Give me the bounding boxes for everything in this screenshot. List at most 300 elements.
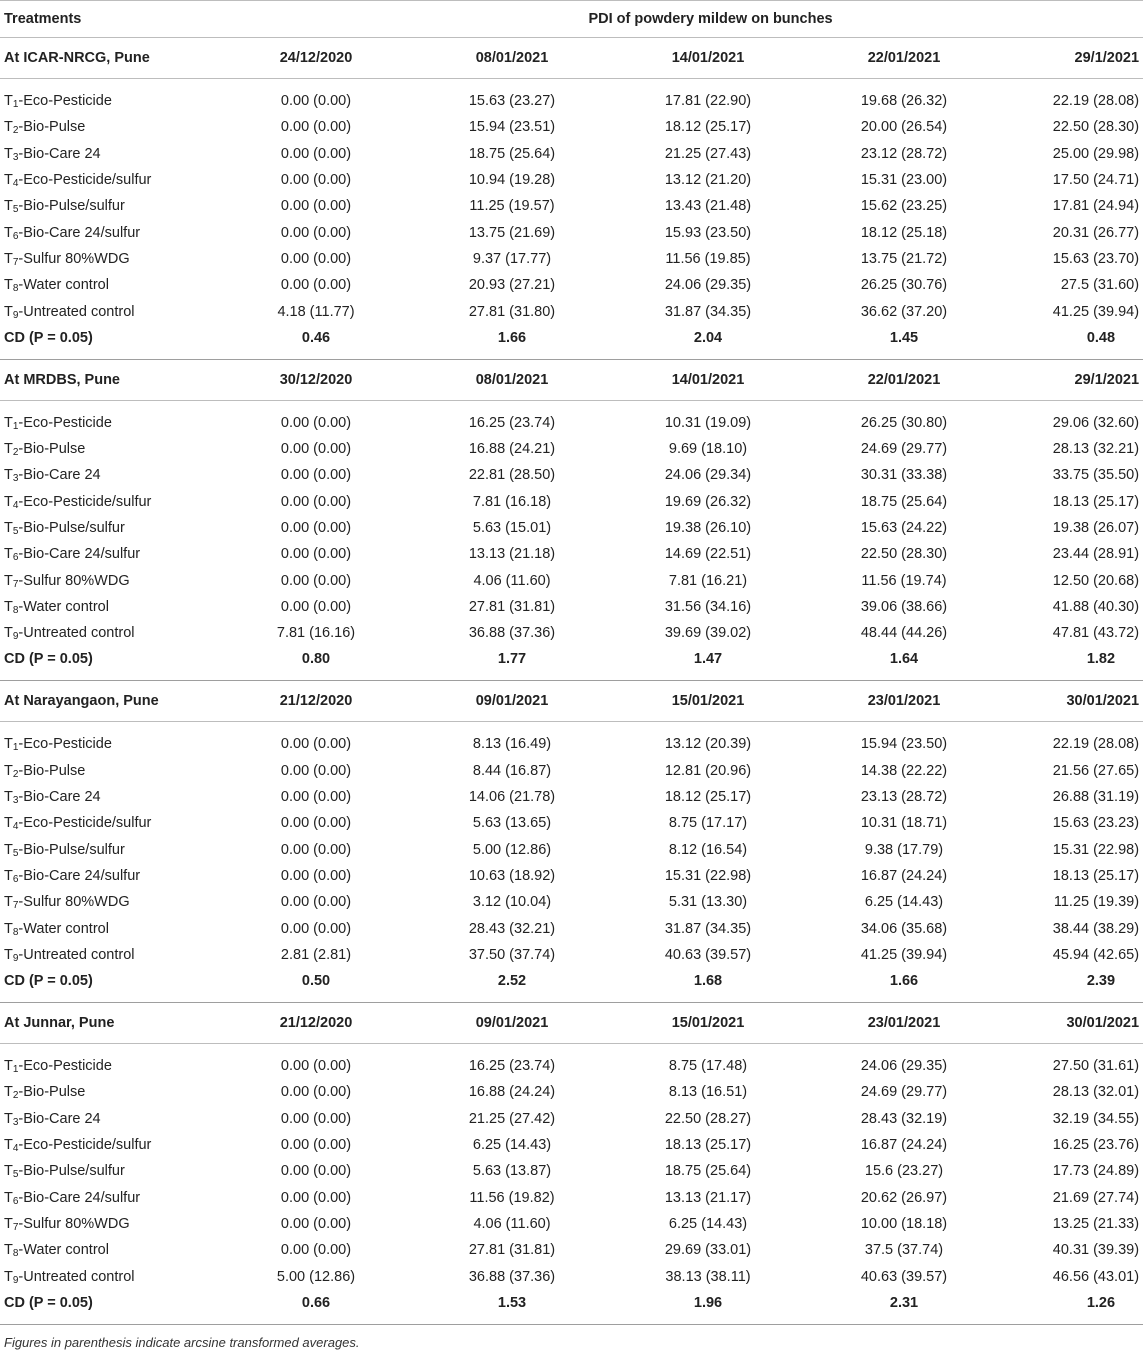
date-header: 22/01/2021 [806,38,1002,79]
pdi-value-cell: 0.00 (0.00) [280,789,352,806]
pdi-value-cell: 25.00 (29.98) [1052,145,1140,162]
pdi-value-cell: 41.25 (39.94) [860,946,948,963]
treatment-subscript: 7 [12,578,19,590]
pdi-value-cell: 0.00 (0.00) [280,93,352,110]
pdi-value-cell: 0.00 (0.00) [280,1137,352,1154]
pdi-value-cell: 21.25 (27.42) [468,1110,556,1127]
location-header-row [0,359,1143,400]
pdi-value-cell: 0.00 (0.00) [280,546,352,563]
treatment-prefix: T [4,520,13,536]
table-row [0,541,1143,567]
spacer-cell [610,79,806,89]
treatment-prefix: T [4,625,13,642]
treatment-prefix: T [4,1215,13,1232]
treatment-subscript: 2 [12,125,19,137]
pdi-value-cell: 24.06 (29.35) [860,1058,948,1075]
treatment-label: -Bio-Care 24/sulfur [18,867,141,884]
bottom-rule-cell [0,1324,1143,1325]
treatment-label: -Bio-Pulse/sulfur [18,841,125,858]
pdi-value-cell: 2.81 (2.81) [280,946,352,963]
treatment-subscript: 1 [12,1064,19,1076]
pdi-value-cell: 10.00 (18.18) [860,1215,948,1232]
cd-value-cell: 0.48 [1086,329,1116,346]
treatment-prefix: T [4,946,13,963]
spacer-cell [218,400,414,410]
pdi-value-cell: 21.56 (27.65) [1052,762,1140,779]
date-header: 30/01/2021 [1002,1003,1143,1044]
spacer-row [0,400,1143,410]
table-row [0,1237,1143,1263]
pdi-value-cell: 0.00 (0.00) [280,119,352,136]
cd-value-cell: 2.04 [693,329,723,346]
cd-row [0,646,1143,672]
pdi-value-cell: 13.43 (21.48) [664,198,752,215]
treatment-label: -Eco-Pesticide/sulfur [18,172,152,189]
cd-value-cell: 0.80 [301,651,331,668]
treatment-prefix: T [4,1137,13,1154]
table-row [0,1263,1143,1289]
treatment-prefix: T [4,1163,13,1180]
spacer-cell [218,79,414,89]
pdi-value-cell: 16.88 (24.21) [468,441,556,458]
pdi-value-cell: 40.63 (39.57) [664,946,752,963]
location-header-row [0,38,1143,79]
pdi-value-cell: 13.13 (21.17) [664,1189,752,1206]
spacer-cell [610,1044,806,1054]
treatment-subscript: 7 [12,1221,19,1233]
table-row [0,141,1143,167]
spacer-cell [414,400,610,410]
treatment-subscript: 1 [12,99,19,111]
pdi-value-cell: 0.00 (0.00) [280,920,352,937]
treatment-prefix: T [4,815,13,832]
pdi-value-cell: 14.69 (22.51) [664,546,752,563]
table-row [0,462,1143,488]
treatment-prefix: T [4,1110,13,1127]
treatment-name [0,837,218,863]
pdi-value-cell: 0.00 (0.00) [280,1215,352,1232]
spacer-cell [1002,351,1143,360]
cd-value-cell: 1.96 [693,1294,723,1311]
spacer-cell [0,400,218,410]
treatment-name [0,889,218,915]
pdi-value-cell: 27.81 (31.81) [468,1242,556,1259]
pdi-value-cell: 10.31 (18.71) [860,815,948,832]
treatment-subscript: 6 [12,1195,19,1207]
pdi-value-cell: 17.73 (24.89) [1052,1163,1140,1180]
treatment-label: -Water control [18,598,109,615]
treatment-name [0,219,218,245]
cd-value-cell: 1.68 [693,973,723,990]
treatment-name [0,1185,218,1211]
treatment-name [0,246,218,272]
treatment-prefix: T [4,867,13,884]
treatment-label: -Bio-Care 24 [18,1110,101,1127]
treatment-subscript: 3 [12,151,19,163]
pdi-value-cell: 22.81 (28.50) [468,467,556,484]
location-header-row [0,681,1143,722]
pdi-value-cell: 0.00 (0.00) [280,762,352,779]
pdi-value-cell: 15.31 (22.98) [1052,841,1140,858]
pdi-value-cell: 15.31 (22.98) [664,867,752,884]
treatment-prefix: T [4,441,13,458]
pdi-value-cell: 13.12 (21.20) [664,172,752,189]
pdi-value-cell: 45.94 (42.65) [1052,946,1140,963]
spacer-row [0,79,1143,89]
pdi-value-cell: 0.00 (0.00) [280,1242,352,1259]
spacer-cell [1002,994,1143,1003]
pdi-value-cell: 19.68 (26.32) [860,93,948,110]
treatment-name [0,88,218,114]
cd-value-cell: 1.66 [889,973,919,990]
spacer-cell [806,722,1002,732]
spacer-cell [414,722,610,732]
pdi-value-cell: 0.00 (0.00) [280,145,352,162]
pdi-value-cell: 31.87 (34.35) [664,920,752,937]
treatment-label: -Bio-Pulse/sulfur [18,520,125,536]
treatment-prefix: T [4,414,13,431]
spacer-cell [1002,722,1143,732]
treatment-subscript: 2 [12,1090,19,1102]
cd-value-cell: 1.45 [889,329,919,346]
cd-label: CD (P = 0.05) [4,651,93,668]
pdi-value-cell: 6.25 (14.43) [472,1137,552,1154]
treatment-label: -Bio-Pulse [18,1084,86,1101]
treatment-label: -Bio-Pulse [18,762,86,779]
table-row [0,863,1143,889]
cd-value-cell: 1.66 [497,329,527,346]
pdi-value-cell: 30.31 (33.38) [860,467,948,484]
treatment-name [0,758,218,784]
treatment-name [0,1158,218,1184]
pdi-value-cell: 14.06 (21.78) [468,789,556,806]
table-row [0,1053,1143,1079]
spacer-cell [0,79,218,89]
table-header-row [0,1,1143,38]
treatment-label: -Sulfur 80%WDG [18,894,130,911]
pdi-value-cell: 15.63 (23.23) [1052,815,1140,832]
table-row [0,1185,1143,1211]
cd-value-cell: 1.47 [693,651,723,668]
treatment-subscript: 5 [12,204,19,216]
date-header: 14/01/2021 [610,38,806,79]
pdi-value-cell: 10.63 (18.92) [468,867,556,884]
pdi-value-cell: 13.75 (21.69) [468,224,556,241]
treatment-label: -Eco-Pesticide/sulfur [18,493,152,510]
treatment-name [0,489,218,515]
table-row [0,1158,1143,1184]
treatment-subscript: 3 [12,473,19,485]
treatment-label: -Bio-Care 24 [18,467,101,484]
treatment-subscript: 4 [12,178,19,190]
spacer-cell [806,994,1002,1003]
date-header: 08/01/2021 [414,359,610,400]
date-header: 24/12/2020 [218,38,414,79]
date-header: 21/12/2020 [218,1003,414,1044]
cd-value-cell: 1.77 [497,651,527,668]
pdi-value-cell: 20.31 (26.77) [1052,224,1140,241]
table-row [0,1106,1143,1132]
treatment-prefix: T [4,250,13,267]
treatment-label: -Sulfur 80%WDG [18,1215,130,1232]
pdi-value-cell: 27.81 (31.81) [468,598,556,615]
spacer-cell [806,672,1002,681]
pdi-value-cell: 7.81 (16.21) [668,572,748,589]
treatment-prefix: T [4,736,13,753]
treatment-prefix: T [4,1084,13,1101]
pdi-value-cell: 36.62 (37.20) [860,303,948,320]
treatment-name [0,193,218,219]
spacer-cell [0,672,218,681]
pdi-value-cell: 8.13 (16.51) [668,1084,748,1101]
pdi-value-cell: 20.62 (26.97) [860,1189,948,1206]
date-header: 30/01/2021 [1002,681,1143,722]
treatment-label: -Sulfur 80%WDG [18,250,130,267]
treatment-label: -Water control [18,277,109,294]
pdi-value-cell: 37.50 (37.74) [468,946,556,963]
pdi-value-cell: 12.81 (20.96) [664,762,752,779]
treatment-prefix: T [4,1058,13,1075]
date-header: 15/01/2021 [610,1003,806,1044]
treatment-name [0,567,218,593]
pdi-value-cell: 0.00 (0.00) [280,841,352,858]
spacer-cell [414,994,610,1003]
pdi-value-cell: 34.06 (35.68) [860,920,948,937]
pdi-value-cell: 21.69 (27.74) [1052,1189,1140,1206]
treatment-name [0,272,218,298]
treatment-prefix: T [4,1242,13,1259]
spacer-row [0,722,1143,732]
cd-value-cell: 1.64 [889,651,919,668]
treatment-name [0,462,218,488]
spacer-cell [610,351,806,360]
treatment-name [0,141,218,167]
spacer-cell [0,994,218,1003]
pdi-value-cell: 13.25 (21.33) [1052,1215,1140,1232]
cd-value-cell: 2.31 [889,1294,919,1311]
table-row [0,515,1143,541]
pdi-value-cell: 22.50 (28.30) [860,546,948,563]
pdi-value-cell: 24.69 (29.77) [860,441,948,458]
pdi-value-cell: 18.13 (25.17) [1052,493,1140,510]
pdi-value-cell: 0.00 (0.00) [280,815,352,832]
treatment-subscript: 2 [12,447,19,459]
table-row [0,567,1143,593]
treatment-name [0,1237,218,1263]
treatment-label: -Bio-Pulse [18,441,86,458]
treatment-subscript: 3 [12,1116,19,1128]
cd-value-cell: 2.39 [1086,973,1116,990]
treatment-prefix: T [4,598,13,615]
treatment-name [0,810,218,836]
pdi-value-cell: 29.69 (33.01) [664,1242,752,1259]
pdi-value-cell: 10.94 (19.28) [468,172,556,189]
treatment-subscript: 5 [12,847,19,859]
spacer-cell [610,994,806,1003]
pdi-value-cell: 17.81 (24.94) [1052,198,1140,215]
pdi-value-cell: 19.38 (26.07) [1052,520,1140,536]
table-row [0,219,1143,245]
table-row [0,758,1143,784]
pdi-value-cell: 0.00 (0.00) [280,1189,352,1206]
pdi-value-cell: 39.69 (39.02) [664,625,752,642]
pdi-value-cell: 38.13 (38.11) [665,1268,751,1285]
treatment-subscript: 8 [12,283,19,295]
treatment-subscript: 4 [12,821,19,833]
cd-value-cell: 1.82 [1086,651,1116,668]
table-row [0,1079,1143,1105]
spacer-cell [1002,672,1143,681]
treatment-name [0,541,218,567]
pdi-value-cell: 18.75 (25.64) [468,145,556,162]
spacer-cell [218,722,414,732]
treatment-subscript: 9 [12,631,19,643]
spacer-cell [1002,400,1143,410]
pdi-value-cell: 20.93 (27.21) [468,277,556,294]
treatment-name [0,1263,218,1289]
treatment-subscript: 9 [12,1274,19,1286]
pdi-value-cell: 15.63 (23.27) [468,93,556,110]
treatment-prefix: T [4,119,13,136]
treatment-subscript: 5 [12,1169,19,1181]
table-row [0,784,1143,810]
treatment-subscript: 4 [12,1143,19,1155]
spacer-cell [806,400,1002,410]
date-header: 09/01/2021 [414,1003,610,1044]
spacer-cell [414,672,610,681]
treatment-subscript: 3 [12,795,19,807]
table-row [0,1132,1143,1158]
treatment-subscript: 4 [12,499,19,511]
pdi-value-cell: 21.25 (27.43) [664,145,752,162]
pdi-value-cell: 41.25 (39.94) [1052,303,1140,320]
pdi-value-cell: 14.38 (22.22) [860,762,948,779]
pdi-value-cell: 18.12 (25.17) [664,789,752,806]
pdi-value-cell: 17.81 (22.90) [664,93,752,110]
table-row [0,837,1143,863]
pdi-value-cell: 0.00 (0.00) [280,493,352,510]
pdi-value-cell: 24.06 (29.34) [664,467,752,484]
pdi-value-cell: 8.75 (17.17) [668,815,748,832]
treatment-name [0,1211,218,1237]
pdi-value-cell: 20.00 (26.54) [860,119,948,136]
pdi-value-cell: 0.00 (0.00) [280,867,352,884]
treatment-name [0,1106,218,1132]
pdi-value-cell: 15.62 (23.25) [860,198,948,215]
treatment-subscript: 2 [12,768,19,780]
treatment-prefix: T [4,546,13,563]
cd-row [0,325,1143,351]
pdi-value-cell: 15.63 (24.22) [860,520,948,536]
pdi-value-cell: 8.13 (16.49) [472,736,552,753]
treatment-prefix: T [4,277,13,294]
treatment-prefix: T [4,198,13,215]
pdi-value-cell: 38.44 (38.29) [1052,920,1140,937]
pdi-value-cell: 5.00 (12.86) [276,1268,356,1285]
cd-label: CD (P = 0.05) [4,329,93,346]
pdi-value-cell: 0.00 (0.00) [280,572,352,589]
pdi-value-cell: 0.00 (0.00) [280,441,352,458]
treatment-subscript: 6 [12,552,19,564]
treatment-prefix: T [4,145,13,162]
pdi-value-cell: 17.50 (24.71) [1052,172,1140,189]
pdi-value-cell: 27.81 (31.80) [468,303,556,320]
spacer-cell [218,1044,414,1054]
treatment-subscript: 1 [12,420,19,432]
spacer-cell [0,351,218,360]
pdi-value-cell: 7.81 (16.16) [276,625,356,642]
spacer-cell [414,79,610,89]
pdi-value-cell: 8.75 (17.48) [668,1058,748,1075]
treatment-prefix: T [4,789,13,806]
spacer-row [0,672,1143,681]
pdi-value-cell: 0.00 (0.00) [280,736,352,753]
spacer-cell [0,722,218,732]
spacer-cell [610,1316,806,1324]
treatment-label: -Bio-Care 24/sulfur [18,1189,141,1206]
pdi-value-cell: 11.25 (19.57) [469,198,555,215]
pdi-value-cell: 18.12 (25.18) [860,224,948,241]
treatment-name [0,620,218,646]
pdi-value-cell: 28.43 (32.19) [860,1110,948,1127]
table-row [0,193,1143,219]
pdi-value-cell: 6.25 (14.43) [864,894,944,911]
treatment-name [0,1132,218,1158]
table-row [0,436,1143,462]
location-label: At Junnar, Pune [0,1003,218,1044]
spacer-cell [414,1044,610,1054]
treatment-name [0,1079,218,1105]
table-row [0,410,1143,436]
pdi-value-cell: 5.00 (12.86) [472,841,552,858]
table-row [0,731,1143,757]
pdi-value-cell: 23.13 (28.72) [860,789,948,806]
pdi-value-cell: 48.44 (44.26) [860,625,948,642]
pdi-value-cell: 16.25 (23.74) [468,1058,556,1075]
location-label: At MRDBS, Pune [0,359,218,400]
table-bottom-rule [0,1324,1143,1325]
table-row [0,889,1143,915]
pdi-value-cell: 27.5 (31.60) [1060,277,1140,294]
treatment-label: -Untreated control [18,625,135,642]
table-row [0,1211,1143,1237]
treatment-prefix: T [4,894,13,911]
cd-value-cell: 1.53 [497,1294,527,1311]
table-row [0,810,1143,836]
treatment-label: -Untreated control [18,303,135,320]
treatment-prefix: T [4,493,13,510]
cd-label: CD (P = 0.05) [4,1294,93,1311]
treatment-subscript: 1 [12,742,19,754]
treatment-subscript: 9 [12,309,19,321]
pdi-value-cell: 16.87 (24.24) [860,867,948,884]
pdi-value-cell: 37.5 (37.74) [864,1242,944,1259]
spacer-cell [0,1044,218,1054]
pdi-value-cell: 22.50 (28.30) [1052,119,1140,136]
date-header: 29/1/2021 [1002,38,1143,79]
pdi-value-cell: 22.19 (28.08) [1052,736,1140,753]
treatment-name [0,167,218,193]
pdi-value-cell: 26.88 (31.19) [1052,789,1140,806]
table-row [0,489,1143,515]
treatment-name [0,298,218,324]
pdi-value-cell: 15.63 (23.70) [1052,250,1140,267]
pdi-value-cell: 4.18 (11.77) [277,303,355,320]
pdi-value-cell: 0.00 (0.00) [280,1110,352,1127]
pdi-value-cell: 11.56 (19.85) [665,250,751,267]
pdi-value-cell: 0.00 (0.00) [280,520,352,536]
pdi-value-cell: 0.00 (0.00) [280,1163,352,1180]
